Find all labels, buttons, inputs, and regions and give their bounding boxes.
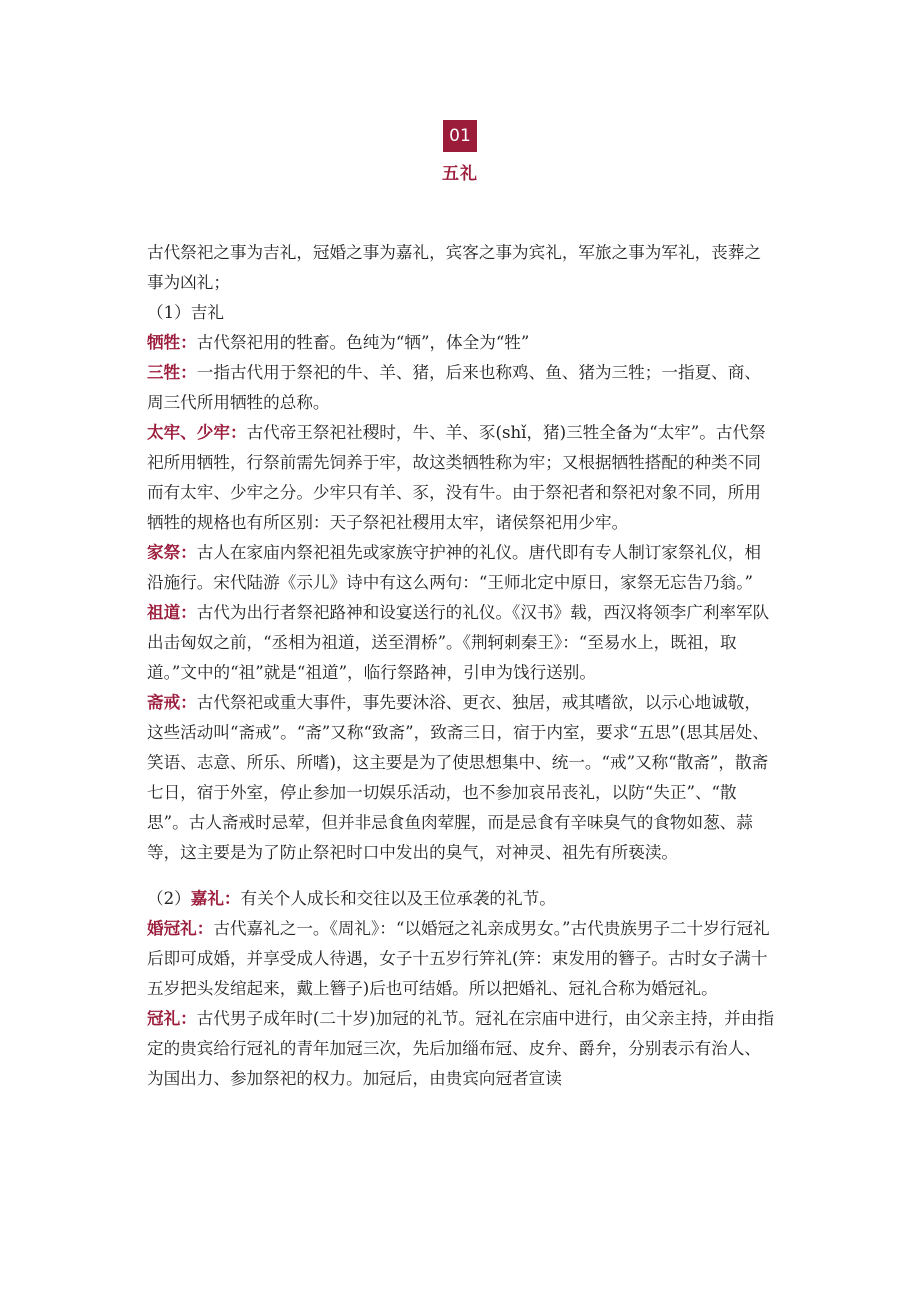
entry-term: 三牲：: [147, 363, 197, 382]
section-heading-prefix: （1）: [147, 303, 191, 322]
section-heading-text: 吉礼: [190, 303, 224, 322]
entry-paragraph: [147, 688, 777, 868]
entry-paragraph: [147, 358, 777, 418]
entry-paragraph: [147, 914, 777, 1004]
entry-text: 一指古代用于祭祀的牛、羊、猪，后来也称鸡、鱼、猪为三牲；一指夏、商、周三代所用牺牲的总称。: [147, 363, 761, 412]
entry-term: 冠礼：: [147, 1009, 197, 1028]
article-body: [147, 238, 777, 1094]
entry-term: 婚冠礼：: [147, 919, 214, 938]
entry-paragraph: [147, 418, 777, 538]
entry-paragraph: [147, 538, 777, 598]
entry-term: 家祭：: [147, 543, 197, 562]
section-heading-prefix: （2）: [147, 889, 191, 908]
section-heading-jiali: [147, 884, 777, 914]
entry-paragraph: [147, 1004, 777, 1094]
section-heading-jili: [147, 298, 777, 328]
entry-text: 古代祭祀用的牲畜。色纯为“牺”，体全为“牲”: [196, 333, 530, 352]
section-number-badge: 01: [443, 120, 477, 152]
entry-text: 古人在家庙内祭祀祖先或家族守护神的礼仪。唐代即有专人制订家祭礼仪，相沿施行。宋代陆游《示儿》诗中有这么两句：“王师北定中原日，家祭无忘告乃翁。”: [147, 543, 761, 592]
page-header: [0, 120, 920, 184]
section-title: 五礼: [442, 164, 478, 184]
entry-paragraph: [147, 598, 777, 688]
section-heading-text: 嘉礼：: [190, 889, 241, 908]
intro-paragraph: 古代祭祀之事为吉礼，冠婚之事为嘉礼，宾客之事为宾礼，军旅之事为军礼，丧葬之事为凶礼；: [147, 243, 761, 292]
entry-paragraph: [147, 328, 777, 358]
entry-term: 斋戒：: [147, 693, 197, 712]
entry-term: 太牢、少牢：: [147, 423, 247, 442]
section-spacer: [147, 868, 777, 884]
entry-text: 古代男子成年时(二十岁)加冠的礼节。冠礼在宗庙中进行，由父亲主持，并由指定的贵宾给行冠礼的青年加冠三次，先后加缁布冠、皮弁、爵弁，分别表示有治人、为国出力、参加祭祀的权力。加冠后，由贵宾向冠者宣读: [147, 1009, 774, 1088]
entry-term: 牺牲：: [147, 333, 197, 352]
entry-term: 祖道：: [147, 603, 197, 622]
entry-text: 古代嘉礼之一。《周礼》：“以婚冠之礼亲成男女。”古代贵族男子二十岁行冠礼后即可成婚，并享受成人待遇，女子十五岁行笄礼(笄：束发用的簪子。古时女子满十五岁把头发绾起来，戴上簪子)后也可结婚。所以把婚礼、冠礼合称为婚冠礼。: [147, 919, 770, 998]
section-heading-desc: 有关个人成长和交往以及王位承袭的礼节。: [240, 889, 556, 908]
entry-text: 古代为出行者祭祀路神和设宴送行的礼仪。《汉书》载，西汉将领李广利率军队出击匈奴之前，“丞相为祖道，送至渭桥”。《荆轲刺秦王》：“至易水上，既祖，取道。”文中的“祖”就是“祖道”，临行祭路神，引申为饯行送别。: [147, 603, 770, 682]
entry-text: 古代帝王祭祀社稷时，牛、羊、豕(shǐ，猪)三牲全备为“太牢”。古代祭祀所用牺牲，行祭前需先饲养于牢，故这类牺牲称为牢；又根据牺牲搭配的种类不同而有太牢、少牢之分。少牢只有羊、豕，没有牛。由于祭祀者和祭祀对象不同，所用牺牲的规格也有所区别：天子祭祀社稷用太牢，诸侯祭祀用少牢。: [147, 423, 766, 532]
entry-text: 古代祭祀或重大事件，事先要沐浴、更衣、独居，戒其嗜欲，以示心地诚敬，这些活动叫“斋戒”。“斋”又称“致斋”，致斋三日，宿于内室，要求“五思”(思其居处、笑语、志意、所乐、所嗜)，这主要是为了使思想集中、统一。“戒”又称“散斋”，散斋七日，宿于外室，停止参加一切娱乐活动，也不参加哀吊丧礼，以防“失正”、“散思”。古人斋戒时忌荤，但并非忌食鱼肉荤腥，而是忌食有辛味臭气的食物如葱、蒜等，这主要是为了防止祭祀时口中发出的臭气，对神灵、祖先有所亵渎。: [147, 693, 769, 862]
